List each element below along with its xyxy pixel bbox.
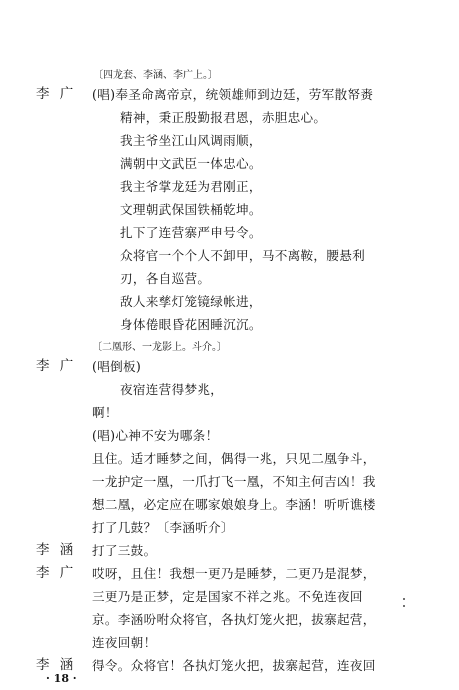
script-line: 打了几鼓？〔李涵听介〕: [92, 520, 234, 535]
script-line: (唱)奉圣命离帝京，统领雄师到边廷，劳军散帑赉: [92, 87, 374, 102]
verse-line: 夜宿连营得梦兆，: [120, 382, 224, 397]
verse-line: 满朝中文武臣一体忠心。: [120, 156, 262, 171]
script-line: (唱)心神不安为哪条！: [92, 428, 219, 443]
verse-line: 扎下了连营寨严申号令。: [120, 225, 262, 240]
script-line: 连夜回朝！: [92, 635, 157, 650]
script-line: 精神，秉正殷勤报君恩，赤胆忠心。: [120, 110, 327, 125]
speaker-label: 李 涵: [36, 657, 77, 673]
verse-line: 身体倦眼昏花困睡沉沉。: [120, 317, 262, 332]
print-speck: [403, 605, 405, 607]
script-line: 众将官一个个人不卸甲，马不离鞍，腰悬利: [120, 248, 365, 263]
verse-line: 我主爷坐江山风调雨顺，: [120, 133, 262, 148]
speaker-label: 李 广: [36, 565, 77, 581]
stage-direction: 〔二凰形、一龙影上。斗介。〕: [92, 342, 227, 353]
script-line: 京。李涵吩咐众将官，各执灯笼火把，拔寨起营，: [92, 612, 376, 627]
script-line: 想二凰，必定应在哪家娘娘身上。李涵！听听谯楼: [92, 497, 376, 512]
script-line: 刃，各自巡营。: [120, 271, 211, 286]
speaker-label: 李 涵: [36, 542, 77, 558]
stage-direction: 〔四龙套、李涵、李广上。〕: [93, 70, 218, 81]
script-line: 得令。众将官！各执灯笼火把，拔寨起营，连夜回: [92, 658, 376, 673]
script-line: 一龙护定一凰，一爪打飞一凰，不知主何吉凶！我: [92, 474, 376, 489]
verse-line: 敌人来孳灯笼镜绿帐进，: [120, 294, 262, 309]
script-line: 啊！: [92, 405, 118, 420]
verse-line: 我主爷掌龙廷为君刚正，: [120, 179, 262, 194]
script-line: 哎呀，且住！我想一更乃是睡梦，二更乃是混梦，: [92, 566, 376, 581]
page-number: · 18 ·: [46, 672, 77, 685]
speaker-label: 李 广: [36, 86, 77, 102]
print-speck: [403, 598, 405, 600]
script-line: (唱倒板): [92, 359, 142, 374]
verse-line: 文理朝武保国铁桶乾坤。: [120, 202, 262, 217]
script-line: 三更乃是正梦，定是国家不祥之兆。不免连夜回: [92, 589, 363, 604]
script-line: 且住。适才睡梦之间，偶得一兆，只见二凰争斗，: [92, 451, 376, 466]
script-line: 打了三鼓。: [92, 543, 157, 558]
speaker-label: 李 广: [36, 358, 77, 374]
